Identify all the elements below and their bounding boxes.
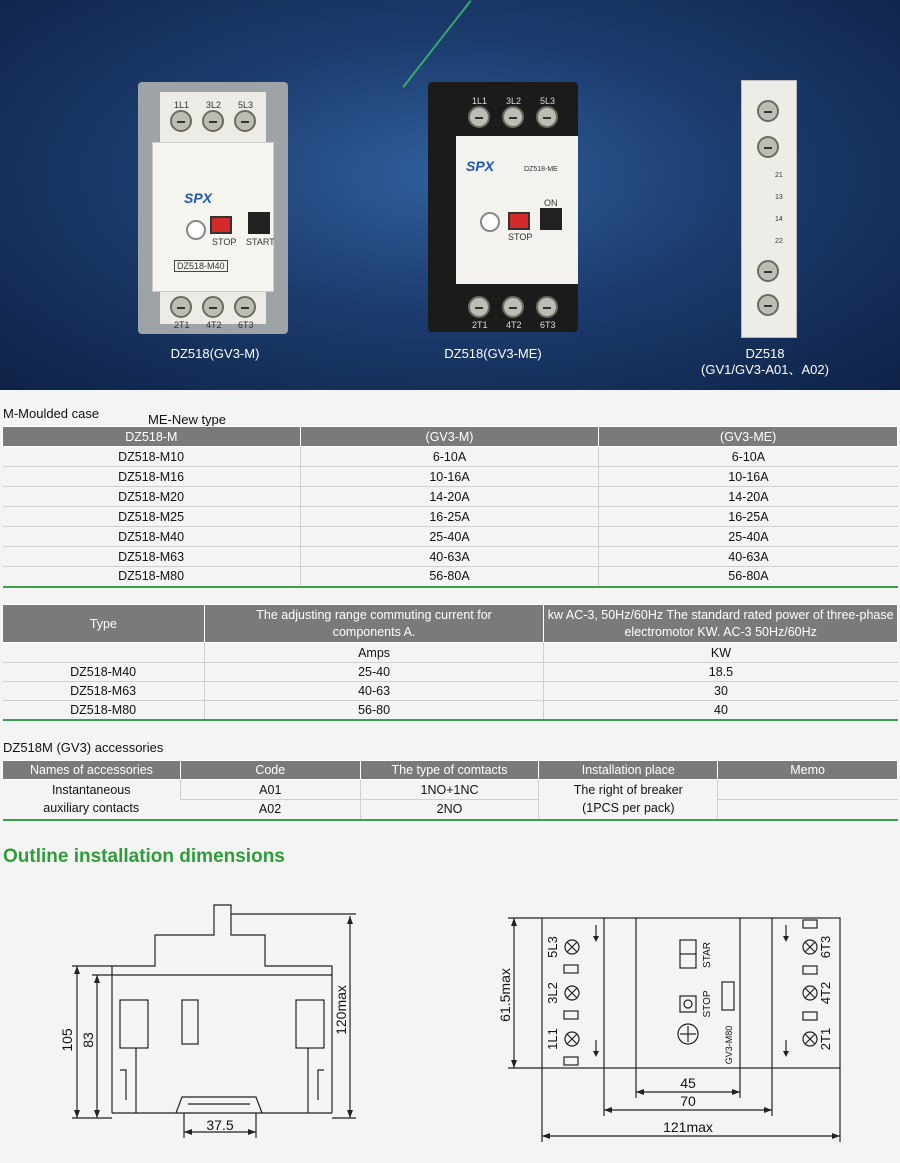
cell: 18.5 (544, 663, 898, 682)
terminal-label: 1L1 (545, 1028, 560, 1050)
terminal-label: 2T1 (818, 1027, 833, 1051)
brand-logo: SPX (466, 158, 495, 174)
stop-label: STOP (212, 237, 237, 247)
contact-label: 14 (775, 216, 783, 223)
cell: DZ518-M40 (3, 527, 301, 547)
cell: DZ518-M25 (3, 507, 301, 527)
cell: 14-20A (599, 487, 898, 507)
column-header: Code (180, 761, 360, 780)
cell: 56-80A (300, 567, 599, 587)
column-header: Names of accessories (3, 761, 181, 780)
terminal-label: 1L1 (472, 96, 488, 106)
contact-label: 13 (775, 194, 783, 201)
cell: DZ518-M40 (3, 663, 205, 682)
cell: 25-40A (300, 527, 599, 547)
caption-line: DZ518 (745, 346, 785, 361)
terminal-label: 3L2 (545, 982, 560, 1004)
cell: DZ518-M10 (3, 447, 301, 467)
outline-title: Outline installation dimensions (3, 846, 285, 867)
cell: DZ518-M16 (3, 467, 301, 487)
start-label: START (246, 237, 275, 247)
cell: 40-63 (204, 682, 544, 701)
cell: A01 (180, 780, 360, 800)
model-label: GV3-M80 (724, 1025, 734, 1065)
terminal-label: 2T1 (174, 320, 190, 330)
model-plate: DZ518-ME (524, 166, 558, 173)
column-header: Type (3, 605, 205, 643)
dim-83: 83 (80, 1032, 96, 1048)
cell: 10-16A (300, 467, 599, 487)
column-header: Installation place (539, 761, 718, 780)
column-header: kw AC-3, 50Hz/60Hz The standard rated power of three-phase electromotor KW. AC-3 50Hz/60Hz (544, 605, 898, 643)
dim-37-5: 37.5 (206, 1117, 234, 1133)
terminal-label: 5L3 (238, 100, 254, 110)
caption-line: (GV1/GV3-A01、A02) (701, 362, 829, 377)
stop-label: STOP (702, 990, 713, 1018)
cell: DZ518-M80 (3, 701, 205, 720)
terminal-label: 3L2 (206, 100, 222, 110)
start-label: STAR (702, 942, 713, 968)
dim-61-5max: 61.5max (497, 968, 513, 1022)
column-header: The adjusting range commuting current for components A. (204, 605, 544, 643)
dim-70: 70 (680, 1093, 696, 1109)
accessory-name: Instantaneous auxiliary contacts (3, 780, 181, 820)
contact-label: 21 (775, 172, 783, 179)
dim-121max: 121max (663, 1119, 713, 1135)
terminal-label: 5L3 (540, 96, 556, 106)
product-caption: DZ518(GV3-M) (170, 346, 260, 361)
stop-label: STOP (508, 232, 533, 242)
cell: 2NO (360, 800, 539, 820)
note-moulded-case: M-Moulded case (3, 406, 100, 421)
installation-place: The right of breaker (1PCS per pack) (539, 780, 718, 820)
cell: 14-20A (300, 487, 599, 507)
terminal-label: 2T1 (472, 320, 488, 330)
terminal-label: 1L1 (174, 100, 190, 110)
terminal-label: 5L3 (545, 936, 560, 958)
cell: DZ518-M20 (3, 487, 301, 507)
terminal-label: 6T3 (238, 320, 254, 330)
cell: Amps (204, 643, 544, 663)
column-header: (GV3-ME) (599, 427, 898, 447)
cell: A02 (180, 800, 360, 820)
cell: DZ518-M63 (3, 547, 301, 567)
cell: 10-16A (599, 467, 898, 487)
cell: 16-25A (599, 507, 898, 527)
terminal-label: 6T3 (540, 320, 556, 330)
contact-label: 22 (775, 238, 783, 245)
terminal-label: 4T2 (506, 320, 522, 330)
product-caption: DZ518(GV3-ME) (444, 346, 542, 361)
cell: 16-25A (300, 507, 599, 527)
cell: KW (544, 643, 898, 663)
cell: DZ518-M80 (3, 567, 301, 587)
cell: 40-63A (599, 547, 898, 567)
model-plate: DZ518-M40 (174, 260, 228, 272)
terminal-label: 6T3 (818, 935, 833, 959)
terminal-label: 3L2 (506, 96, 522, 106)
cell: 25-40A (599, 527, 898, 547)
cell: 40 (544, 701, 898, 720)
dim-105: 105 (59, 1028, 75, 1052)
accessories-title: DZ518M (GV3) accessories (3, 740, 164, 755)
cell: 56-80A (599, 567, 898, 587)
cell: 25-40 (204, 663, 544, 682)
column-header: Memo (718, 761, 898, 780)
cell: 6-10A (599, 447, 898, 467)
column-header: (GV3-M) (300, 427, 599, 447)
start-label: ON (544, 198, 558, 208)
brand-logo: SPX (184, 190, 213, 206)
column-header: DZ518-M (3, 427, 301, 447)
dim-45: 45 (680, 1075, 696, 1091)
cell: 56-80 (204, 701, 544, 720)
note-new-type: ME-New type (148, 412, 227, 427)
cell: 1NO+1NC (360, 780, 539, 800)
cell: 6-10A (300, 447, 599, 467)
terminal-label: 4T2 (818, 981, 833, 1005)
cell: 40-63A (300, 547, 599, 567)
cell: 30 (544, 682, 898, 701)
dim-120max: 120max (333, 985, 349, 1035)
cell: DZ518-M63 (3, 682, 205, 701)
terminal-label: 4T2 (206, 320, 222, 330)
column-header: The type of comtacts (360, 761, 539, 780)
